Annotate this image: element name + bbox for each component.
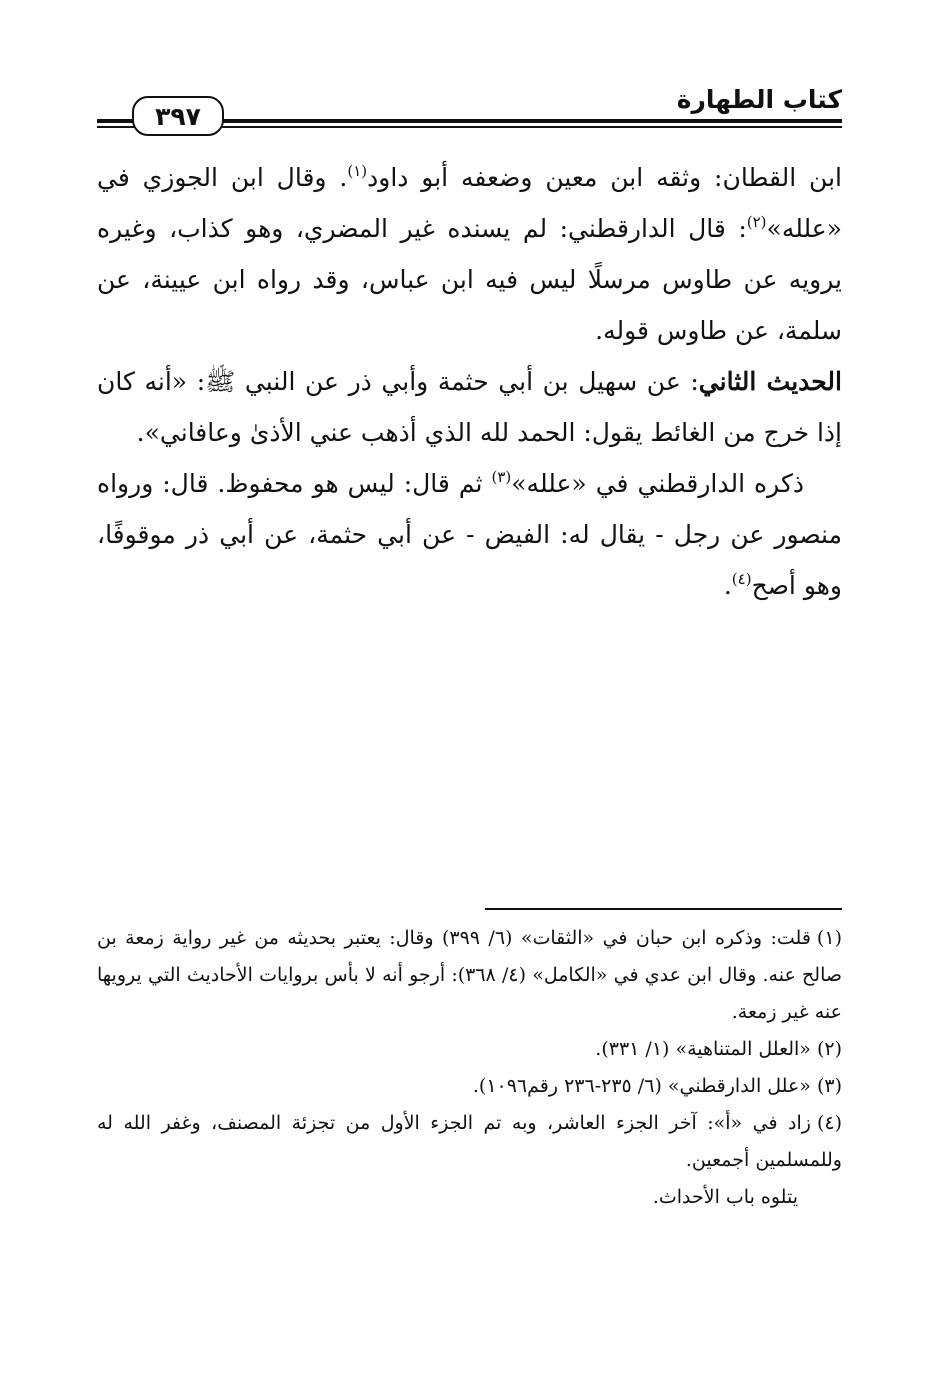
footnote-2: [97, 1031, 842, 1068]
footnote-3-number: (٣): [816, 1075, 842, 1097]
footnote-separator: [485, 908, 842, 910]
footnote-4: [97, 1105, 842, 1216]
page-header: [97, 82, 842, 132]
footnote-2-number: (٢): [816, 1038, 842, 1060]
main-text: [97, 152, 842, 611]
footnote-2-text: «العلل المتناهية» (١/ ٣٣١).: [595, 1038, 811, 1060]
paragraph-1-part-a: ابن القطان: وثقه ابن معين وضعفه أبو داود: [367, 163, 842, 192]
footnote-ref-4[interactable]: (٤): [731, 570, 752, 588]
paragraph-3-part-b: ثم قال: ليس هو محفوظ. قال: ورواه منصور عن رجل - يقال له: الفيض - عن أبي حثمة، عن أبي ذر موقوفًا، وهو أصح: [97, 469, 842, 600]
footnote-ref-2[interactable]: (٢): [746, 213, 767, 231]
paragraph-3-part-a: ذكره الدارقطني في «علله»: [511, 469, 804, 498]
hadith-label: الحديث الثاني: [698, 367, 842, 396]
paragraph-2-text: : عن سهيل بن أبي حثمة وأبي ذر عن النبي ﷺ: «أنه كان إذا خرج من الغائط يقول: الحمد لله الذي أذهب عني الأذىٰ وعافاني».: [97, 367, 842, 447]
footnote-1-number: (١): [816, 927, 842, 949]
footnote-1: [97, 920, 842, 1031]
footnote-3: [97, 1068, 842, 1105]
footnote-4-number: (٤): [816, 1112, 842, 1134]
footnote-1-text: قلت: وذكره ابن حبان في «الثقات» (٦/ ٣٩٩) وقال: يعتبر بحديثه من غير رواية زمعة بن صالح عنه. وقال ابن عدي في «الكامل» (٤/ ٣٦٨): أرجو أنه لا بأس بروايات الأحاديث التي يرويها عنه غير زمعة.: [97, 927, 842, 1023]
footnote-3-text: «علل الدارقطني» (٦/ ٢٣٥-٢٣٦ رقم١٠٩٦).: [472, 1075, 811, 1097]
paragraph-3-part-c: .: [723, 571, 732, 600]
paragraph-2: [97, 356, 842, 458]
paragraph-3: [97, 458, 842, 611]
book-title: كتاب الطهارة: [669, 84, 842, 116]
footnote-ref-1[interactable]: (١): [347, 162, 368, 180]
footnote-4-text: زاد في «أ»: آخر الجزء العاشر، وبه تم الجزء الأول من تجزئة المصنف، وغفر الله له وللمسلمين أجمعين.: [97, 1112, 842, 1171]
paragraph-1-part-b: . وقال ابن الجوزي في «علله»: [97, 163, 842, 243]
footnote-4-continuation: يتلوه باب الأحداث.: [652, 1186, 798, 1208]
paragraph-1: [97, 152, 842, 356]
page-number: ٣٩٧: [132, 96, 224, 136]
paragraph-1-part-c: : قال الدارقطني: لم يسنده غير المضري، وهو كذاب، وغيره يرويه عن طاوس مرسلًا ليس فيه ابن عباس، وقد رواه ابن عيينة، عن سلمة، عن طاوس قوله.: [97, 214, 842, 345]
footnote-ref-3[interactable]: (٣): [491, 468, 512, 486]
footnotes: [97, 920, 842, 1216]
